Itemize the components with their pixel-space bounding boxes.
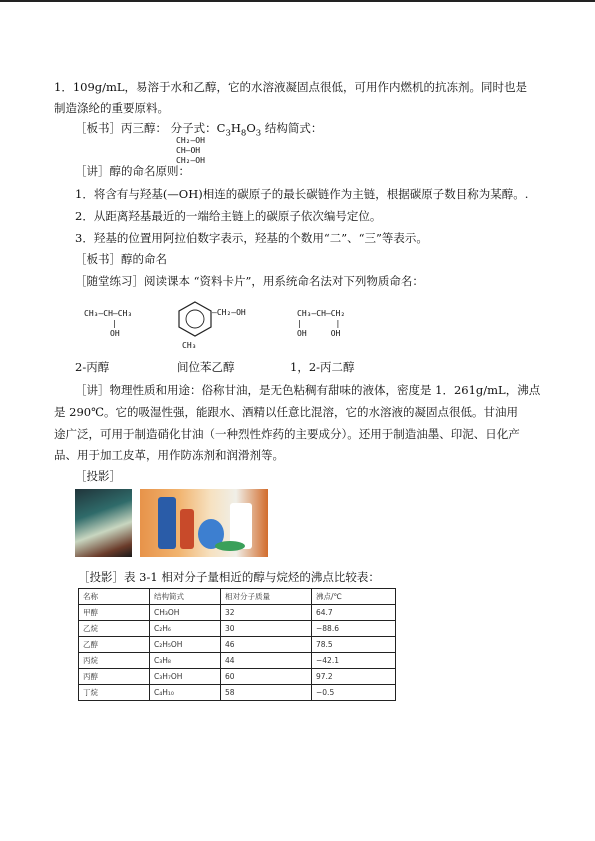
answer-m-phenylethanol: 间位苯乙醇 [177,360,235,374]
table-cell: 名称 [79,589,150,605]
table-cell: −88.6 [312,621,396,637]
table-header-row [79,589,396,605]
naming-rule-2: 2．从距离羟基最近的一端给主链上的碳原子依次编号定位。 [75,209,382,223]
table-cell: 结构简式 [150,589,221,605]
table-cell: 97.2 [312,669,396,685]
table-row [79,685,396,701]
table-cell: 30 [221,621,312,637]
table-cell: 60 [221,669,312,685]
board-glycerol-formula: ［板书］丙三醇： 分子式：$C_3H_8O_3$ 结构简式： [75,121,323,139]
table-cell: C₄H₁₀ [150,685,221,701]
answer-2-propanol: 2-丙醇 [75,360,110,374]
structure-1-2-propanediol: CH₃—CH—CH₂ | | OH OH [297,309,346,338]
photo-glycerol-use-1 [75,489,132,557]
table-cell: 乙烷 [79,621,150,637]
text-line-2: 制造涤纶的重要原料。 [54,101,169,115]
boiling-point-table [78,588,396,701]
practice-instruction: ［随堂练习］阅读课本 “资料卡片”，用系统命名法对下列物质命名： [75,274,424,288]
table-row [79,637,396,653]
table-cell: CH₃OH [150,605,221,621]
table-cell: 丙烷 [79,653,150,669]
table-row [79,621,396,637]
text-properties-4: 品、用于加工皮革，用作防冻剂和润滑剂等。 [54,448,284,462]
table-cell: 32 [221,605,312,621]
table-row [79,653,396,669]
text-properties-1: ［讲］物理性质和用途：俗称甘油，是无色粘稠有甜味的液体，密度是 1．261g/mL，沸点 [75,383,541,397]
naming-rule-3: 3．羟基的位置用阿拉伯数字表示，羟基的个数用“二”、“三”等表示。 [75,231,428,245]
table-cell: 丁烷 [79,685,150,701]
table-cell: 甲醇 [79,605,150,621]
text-line-1: 1．109g/mL，易溶于水和乙醇，它的水溶液凝固点很低，可用作内燃机的抗冻剂。同时也是 [54,80,528,94]
photo-cosmetics [140,489,268,557]
table-cell: C₃H₇OH [150,669,221,685]
table-cell: 乙醇 [79,637,150,653]
table-cell: −0.5 [312,685,396,701]
table-cell: 丙醇 [79,669,150,685]
table-cell: −42.1 [312,653,396,669]
naming-rule-1: 1．将含有与羟基(—OH)相连的碳原子的最长碳链作为主链，根据碳原子数目称为某醇。. [75,187,529,201]
table-cell: 64.7 [312,605,396,621]
board-alcohol-naming: ［板书］醇的命名 [75,252,167,266]
table-cell: 78.5 [312,637,396,653]
table-cell: 46 [221,637,312,653]
structure-side-chain: —CH₂—OH [212,308,246,317]
table-cell: 58 [221,685,312,701]
table-cell: 44 [221,653,312,669]
table-row [79,669,396,685]
table-caption: ［投影］表 3-1 相对分子量相近的醇与烷烃的沸点比较表： [78,570,380,584]
table-cell: C₂H₆ [150,621,221,637]
table-cell: 沸点/℃ [312,589,396,605]
text-properties-2: 是 290℃。它的吸湿性强，能跟水、酒精以任意比混溶，它的水溶液的凝固点很低。甘油用 [54,405,518,419]
structure-methyl: CH₃ [182,341,197,350]
table-cell: C₂H₅OH [150,637,221,653]
answer-1-2-propanediol: 1，2-丙二醇 [290,360,355,374]
glycerol-structure: CH₂—OH CH—OH CH₂—OH [176,136,205,165]
table-row [79,605,396,621]
text-properties-3: 途广泛，可用于制造硝化甘油（一种烈性炸药的主要成分）。还用于制造油墨、印泥、日化产 [54,427,520,441]
page-top-border [0,0,595,2]
projection-label: ［投影］ [75,469,121,483]
text-lecture-naming: ［讲］醇的命名原则： [75,164,190,178]
table-cell: C₃H₈ [150,653,221,669]
benzene-ring-icon [175,298,215,340]
table-cell: 相对分子质量 [221,589,312,605]
structure-2-propanol: CH₃—CH—CH₃ | OH [84,309,133,338]
